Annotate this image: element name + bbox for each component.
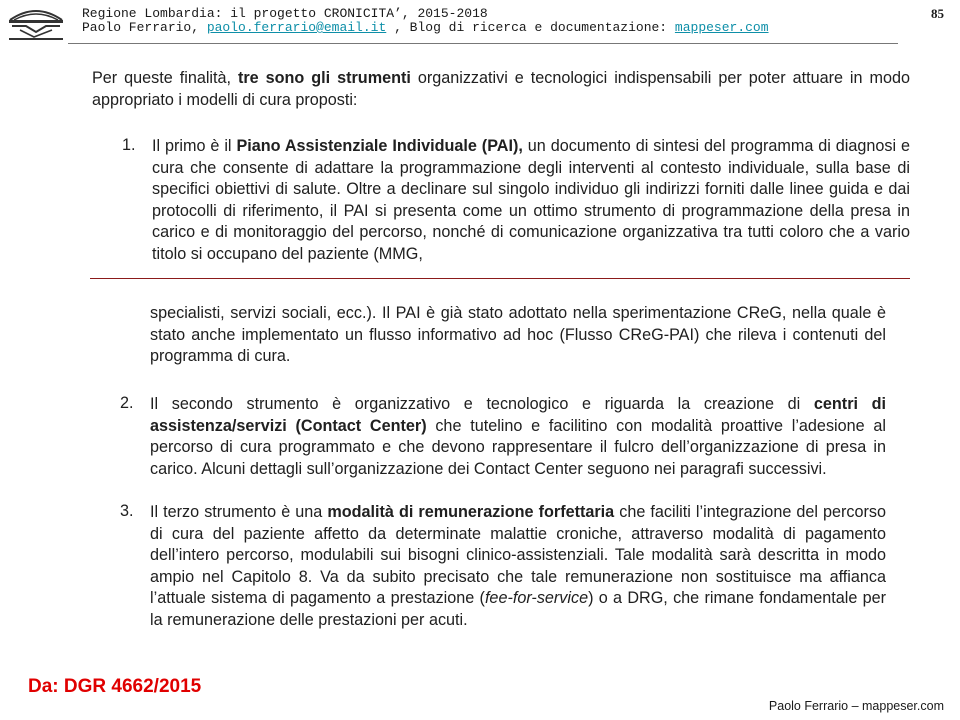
item1-text: Il primo è il	[152, 137, 237, 155]
item3-italic: fee-for-service	[484, 589, 589, 607]
item3-text-mid: che faciliti l’integrazione del percorso di cura del paziente affetto da determinate malattie croniche, attraverso modalità di pagamento dell’intero percorso, modulabili sui bisogni clinico-assistenziali. Tale modalità sarà descritta in modo ampio nel Capitolo 8. Va da subito precisato che tale remunerazione non sostituisce ma affianca l’attuale sistema di pagamento a prestazione (	[150, 503, 887, 607]
handshake-logo-icon	[6, 4, 66, 42]
page-number: 85	[931, 6, 944, 21]
intro-text: Per queste finalità,	[92, 69, 238, 87]
item2-bold: centri di assistenza/servizi (Contact Center)	[150, 395, 887, 435]
header-blog-label: , Blog di ricerca e documentazione:	[386, 20, 675, 35]
slide-header	[0, 0, 960, 46]
header-author-line	[82, 20, 769, 35]
list-item-1-continued: specialisti, servizi sociali, ecc.). Il PAI è già stato adottato nella sperimentazione CReG, nella quale è stato anche implementato un flusso informativo ad hoc (Flusso CReG-PAI) che rileva i contenuti del programma di cura.	[150, 304, 886, 365]
item2-text-end: che tutelino e facilitino con modalità proattive l’adesione al percorso di cura programmato e che devono rappresentare il fulcro dell’organizzazione di presa in carico. Alcuni dettagli sull’organizzazione dei Contact Center seguono nei paragrafi successivi.	[150, 416, 886, 478]
intro-bold: tre sono gli strumenti	[237, 69, 411, 87]
header-author: Paolo Ferrario,	[82, 20, 207, 35]
item3-bold: modalità di remunerazione forfettaria	[327, 503, 615, 521]
email-link[interactable]: paolo.ferrario@email.it	[206, 20, 387, 35]
intro-text-end: organizzativi e tecnologici indispensabili per poter attuare in modo appropriato i modelli di cura proposti:	[92, 69, 910, 109]
item2-number: 2.	[120, 394, 134, 412]
item1-number: 1.	[122, 136, 136, 154]
item3-text: Il terzo strumento è una	[150, 503, 328, 521]
header-title: Regione Lombardia: il progetto CRONICITA’, 2015-2018	[82, 6, 488, 21]
item3-number: 3.	[120, 502, 134, 520]
list-item-1	[152, 136, 910, 265]
item2-text: Il secondo strumento è organizzativo e tecnologico e riguarda la creazione di	[150, 395, 814, 413]
header-divider	[68, 43, 898, 44]
source-citation: Da: DGR 4662/2015	[28, 676, 202, 697]
item3-text-end: ) o a DRG, che rimane fondamentale per la remunerazione delle prestazioni per acuti.	[150, 589, 886, 629]
item1-text-end: un documento di sintesi del programma di diagnosi e cura che consente di adattare la programmazione degli interventi al contesto individuale, sulla base di specifici obiettivi di salute. Oltre a declinare sul singolo individuo gli indirizzi forniti dalle linee guida e dai protocolli di riferimento, il PAI si presenta come un ottimo strumento di programmazione della presa in carico e di monitoraggio del percorso, nonché di comunicazione organizzativa tra tutti coloro che a vario titolo si occupano del paziente (MMG,	[152, 137, 910, 263]
item1-bold: Piano Assistenziale Individuale (PAI),	[236, 137, 523, 155]
footer-credit: Paolo Ferrario – mappeser.com	[768, 699, 944, 713]
list-item-3	[150, 502, 886, 631]
blog-link[interactable]: mappeser.com	[674, 20, 769, 35]
list-item-2	[150, 394, 886, 480]
page-break-rule	[90, 278, 910, 279]
intro-paragraph	[92, 68, 910, 111]
